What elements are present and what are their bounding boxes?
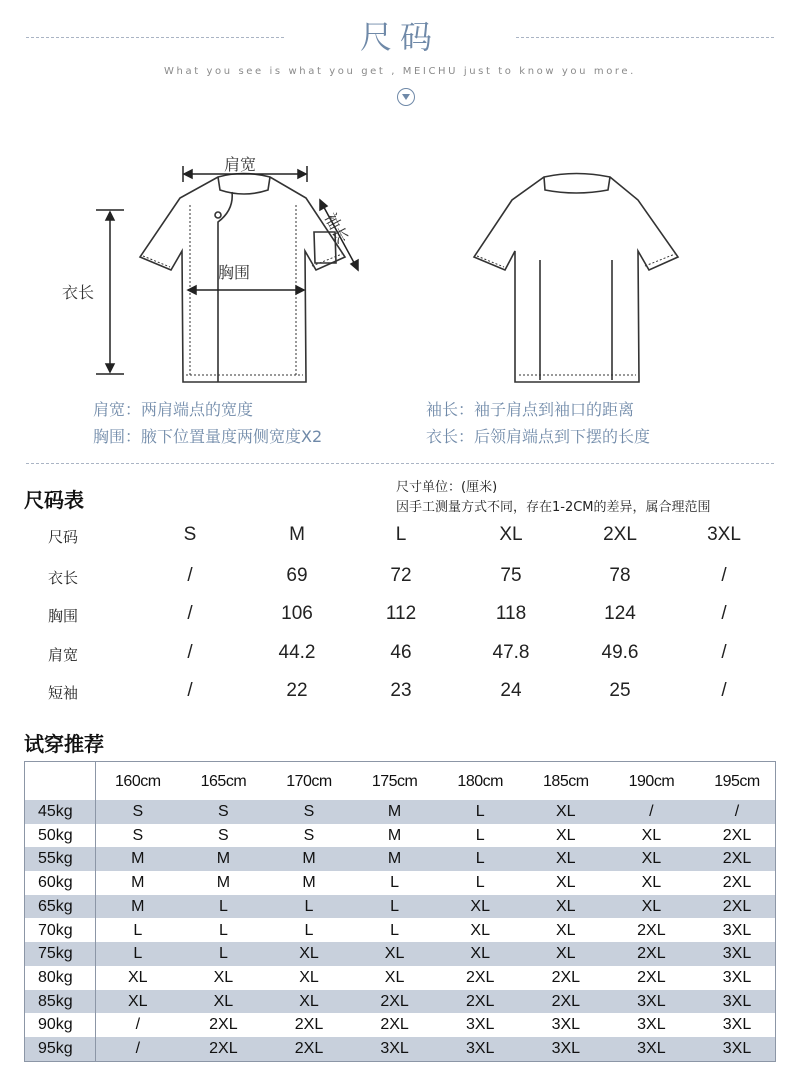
note-shoulder: 肩宽：两肩端点的宽度 [93, 400, 254, 419]
recommend-size-cell: / [135, 1040, 141, 1057]
recommend-size-cell: XL [128, 968, 148, 986]
size-cell: 44.2 [278, 642, 316, 663]
weight-label: 90kg [38, 1016, 73, 1034]
recommend-row [25, 1037, 775, 1061]
recommend-size-cell: XL [641, 874, 662, 892]
size-cell: / [187, 680, 193, 701]
recommend-size-cell: 2XL [551, 968, 581, 986]
weight-label: 70kg [38, 921, 73, 939]
weight-label: 45kg [38, 803, 73, 820]
recommend-size-cell: XL [641, 850, 662, 868]
size-cell: 78 [609, 565, 631, 586]
recommend-row [25, 942, 775, 966]
section-divider [26, 463, 774, 464]
size-table-row [0, 603, 800, 633]
size-cell: 47.8 [492, 642, 530, 663]
height-header: 185cm [543, 773, 589, 790]
recommend-row [25, 990, 775, 1014]
recommend-size-cell: L [218, 921, 228, 939]
size-row-label: 尺码 [48, 528, 79, 546]
size-cell: / [721, 565, 727, 586]
recommend-size-cell: 2XL [637, 945, 666, 963]
size-cell: 112 [385, 603, 417, 624]
size-cell: / [187, 603, 193, 624]
size-cell: 2XL [603, 524, 637, 545]
recommend-size-cell: 3XL [637, 1016, 666, 1034]
recommend-size-cell: XL [213, 992, 234, 1010]
recommend-size-cell: 2XL [722, 874, 752, 892]
recommend-size-cell: L [304, 921, 314, 939]
recommend-size-cell: XL [641, 897, 662, 915]
size-cell: 124 [604, 603, 636, 624]
size-cell: 46 [390, 642, 412, 663]
recommend-size-cell: XL [128, 992, 148, 1010]
recommend-size-cell: L [475, 874, 485, 892]
recommend-size-cell: XL [384, 968, 405, 986]
height-header: 190cm [628, 773, 675, 790]
recommend-size-cell: XL [299, 992, 319, 1010]
recommend-row [25, 800, 775, 824]
size-cell: 72 [390, 565, 412, 586]
recommend-size-cell: 3XL [465, 1040, 495, 1057]
weight-label: 85kg [38, 992, 73, 1010]
recommend-size-cell: M [387, 803, 402, 820]
size-cell: 3XL [707, 524, 741, 545]
recommend-size-cell: / [734, 803, 740, 820]
height-header: 195cm [714, 773, 760, 790]
recommend-header-row [25, 762, 775, 800]
size-cell: M [289, 524, 305, 545]
recommend-size-cell: / [649, 803, 654, 820]
recommend-size-cell: S [132, 803, 144, 820]
size-cell: L [395, 524, 407, 545]
chest-label: 胸围 [218, 263, 251, 282]
recommend-row [25, 824, 775, 848]
recommend-size-cell: XL [470, 897, 490, 915]
size-table-row [0, 565, 800, 595]
height-header: 175cm [371, 773, 418, 790]
height-header: 170cm [286, 773, 332, 790]
size-table-title: 尺码表 [24, 488, 84, 512]
recommend-size-cell: 3XL [380, 1040, 409, 1057]
size-cell: / [721, 680, 727, 701]
size-cell: / [721, 603, 727, 624]
recommend-row [25, 966, 775, 990]
recommend-size-cell: XL [556, 803, 576, 820]
recommend-size-cell: M [387, 826, 402, 844]
size-cell: 23 [390, 680, 412, 701]
note-sleeve: 袖长：袖子肩点到袖口的距离 [426, 400, 635, 419]
page-subtitle: What you see is what you get , MEICHU just to know you more. [164, 66, 636, 77]
recommend-size-cell: L [133, 921, 143, 939]
recommend-row [25, 871, 775, 895]
recommend-size-cell: S [303, 803, 315, 820]
weight-label: 65kg [38, 897, 73, 915]
recommend-size-cell: 3XL [722, 945, 752, 963]
garment-diagram [0, 130, 800, 390]
recommend-size-cell: M [216, 874, 231, 892]
size-cell: / [187, 565, 193, 586]
recommend-size-cell: XL [641, 826, 662, 844]
size-cell: 49.6 [601, 642, 639, 663]
recommend-size-cell: L [218, 897, 228, 915]
recommend-size-cell: 2XL [551, 992, 581, 1010]
recommend-size-cell: 3XL [722, 992, 752, 1010]
recommend-size-cell: XL [556, 897, 576, 915]
recommend-size-cell: XL [299, 968, 319, 986]
recommend-size-cell: 3XL [722, 1016, 752, 1034]
recommend-size-cell: 3XL [637, 992, 666, 1010]
recommend-size-cell: 3XL [551, 1016, 581, 1034]
recommend-size-cell: S [218, 826, 229, 844]
recommend-size-cell: XL [556, 874, 576, 892]
recommend-size-cell: 3XL [722, 921, 752, 939]
recommend-size-cell: 3XL [465, 1016, 495, 1034]
note-chest: 胸围：腋下位置量度两侧宽度X2 [93, 427, 323, 446]
size-cell: 69 [286, 565, 308, 586]
size-row-label: 肩宽 [48, 646, 79, 664]
recommend-size-cell: S [218, 803, 229, 820]
recommend-row [25, 847, 775, 871]
recommend-title: 试穿推荐 [24, 732, 104, 756]
chevron-down-icon [397, 88, 415, 106]
size-table-row [0, 680, 800, 710]
size-cell: 22 [286, 680, 308, 701]
recommend-size-cell: 3XL [551, 1040, 581, 1057]
recommend-size-cell: L [475, 803, 485, 820]
recommend-size-cell: L [475, 850, 485, 868]
recommend-size-cell: S [132, 826, 144, 844]
recommend-size-cell: XL [470, 945, 490, 963]
weight-label: 55kg [38, 850, 73, 868]
note-length: 衣长：后领肩端点到下摆的长度 [426, 427, 651, 446]
front-placket [218, 192, 232, 382]
recommend-size-cell: 2XL [294, 1040, 324, 1057]
recommend-size-cell: M [387, 850, 402, 868]
recommend-size-cell: 3XL [637, 1040, 666, 1057]
recommend-size-cell: M [131, 874, 145, 892]
length-label: 衣长 [62, 283, 95, 302]
height-header: 160cm [115, 773, 161, 790]
recommend-size-cell: / [135, 1016, 141, 1034]
size-cell: 24 [500, 680, 522, 701]
recommend-size-cell: 2XL [722, 850, 752, 868]
size-cell: 75 [500, 565, 522, 586]
recommend-size-cell: 2XL [637, 921, 666, 939]
recommend-size-cell: XL [556, 945, 576, 963]
back-collar [544, 177, 610, 193]
recommend-size-cell: 2XL [465, 992, 495, 1010]
recommend-size-cell: L [390, 921, 400, 939]
weight-label: 75kg [38, 945, 73, 963]
size-table-row [0, 642, 800, 672]
size-cell: 25 [609, 680, 631, 701]
recommend-size-cell: XL [470, 921, 490, 939]
recommend-size-cell: 2XL [209, 1040, 238, 1057]
recommend-size-cell: M [131, 850, 145, 868]
recommend-row [25, 895, 775, 919]
recommend-size-cell: 3XL [722, 968, 752, 986]
recommend-size-cell: XL [384, 945, 405, 963]
recommend-size-cell: 2XL [722, 826, 752, 844]
recommend-size-cell: M [216, 850, 231, 868]
recommend-size-cell: L [304, 897, 314, 915]
recommend-row [25, 919, 775, 943]
size-row-label: 胸围 [48, 607, 79, 625]
recommend-size-cell: L [390, 897, 400, 915]
recommend-size-cell: XL [556, 921, 576, 939]
garment-illustration [0, 130, 800, 390]
size-table-header [0, 524, 800, 554]
front-collar [218, 177, 270, 194]
recommend-size-cell: M [302, 850, 316, 868]
recommend-size-cell: M [131, 897, 145, 915]
weight-label: 50kg [38, 826, 73, 844]
recommend-size-cell: L [218, 945, 228, 963]
size-cell: XL [499, 524, 523, 545]
back-shirt-outline [474, 174, 678, 383]
size-row-label: 短袖 [48, 684, 79, 702]
page-title: 尺码 [359, 18, 440, 56]
recommend-size-cell: 2XL [465, 968, 495, 986]
recommend-size-cell: XL [299, 945, 319, 963]
size-cell: / [187, 642, 193, 663]
recommend-size-cell: 2XL [294, 1016, 324, 1034]
weight-label: 95kg [38, 1040, 73, 1057]
recommend-size-cell: XL [213, 968, 234, 986]
size-unit-note [396, 478, 711, 518]
recommend-table [24, 761, 776, 1062]
height-header: 165cm [200, 773, 247, 790]
size-cell: S [183, 524, 197, 545]
recommend-size-cell: 2XL [380, 1016, 409, 1034]
recommend-size-cell: XL [556, 826, 576, 844]
recommend-size-cell: L [390, 874, 400, 892]
recommend-column-divider [95, 762, 96, 1061]
unit-line-1: 尺寸单位：(厘米) [396, 480, 498, 495]
recommend-size-cell: XL [556, 850, 576, 868]
recommend-size-cell: 2XL [380, 992, 409, 1010]
shoulder-label: 肩宽 [224, 155, 257, 174]
height-header: 180cm [457, 773, 503, 790]
size-cell: / [721, 642, 727, 663]
sleeve-label: 袖长 [320, 209, 353, 247]
recommend-size-cell: 3XL [722, 1040, 752, 1057]
recommend-size-cell: M [302, 874, 316, 892]
size-row-label: 衣长 [48, 569, 79, 587]
recommend-size-cell: S [303, 826, 315, 844]
recommend-size-cell: 2XL [722, 897, 752, 915]
recommend-size-cell: L [133, 945, 143, 963]
size-cell: 118 [495, 603, 527, 624]
recommend-size-cell: 2XL [209, 1016, 238, 1034]
weight-label: 80kg [38, 968, 73, 986]
weight-label: 60kg [38, 874, 73, 892]
unit-line-2: 因手工测量方式不同，存在1-2CM的差异，属合理范围 [396, 500, 711, 515]
size-cell: 106 [281, 603, 313, 624]
recommend-size-cell: 2XL [637, 968, 666, 986]
recommend-size-cell: L [475, 826, 485, 844]
recommend-row [25, 1013, 775, 1037]
